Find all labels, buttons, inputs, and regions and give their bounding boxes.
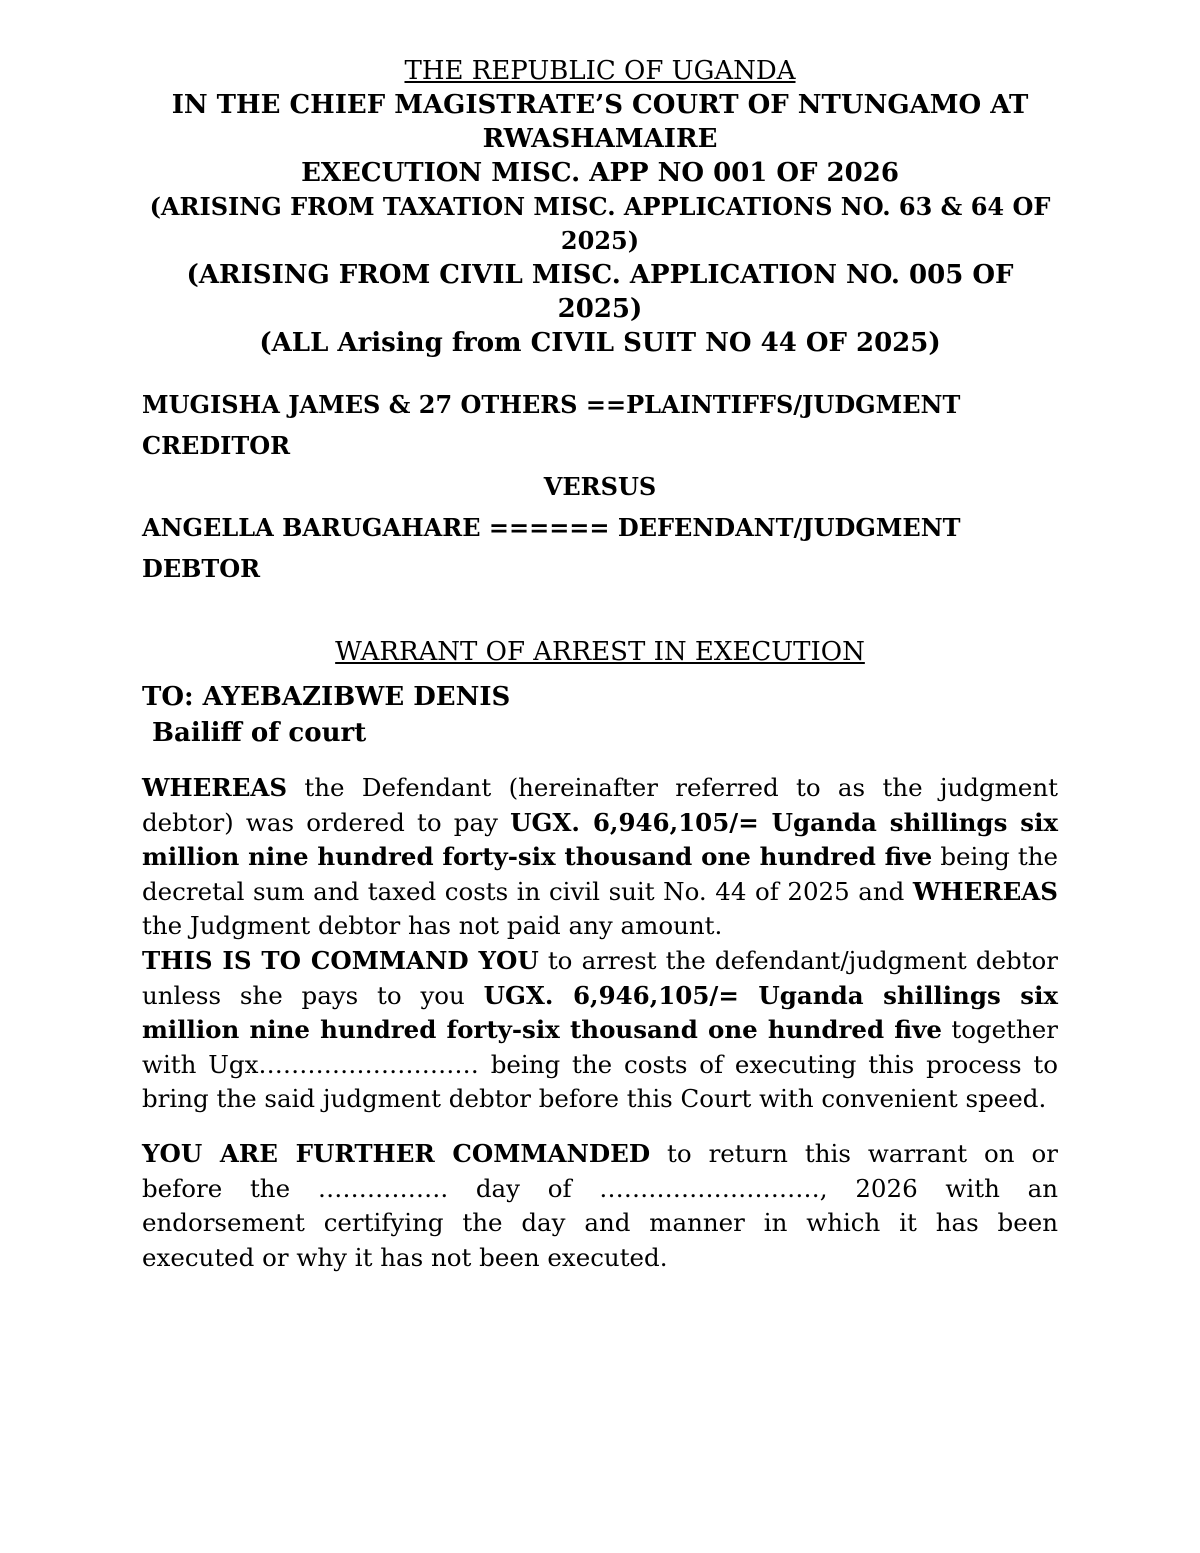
addressee-name: TO: AYEBAZIBWE DENIS: [142, 682, 511, 712]
plaintiff-party: MUGISHA JAMES & 27 OTHERS ==PLAINTIFFS/JUDGMENT CREDITOR: [142, 390, 961, 460]
amount-bold: UGX. 6,946,105/= Uganda shillings six million nine hundred forty-six thousand one hundred five: [142, 807, 1058, 872]
whereas-paragraph: [142, 771, 1058, 944]
warrant-title: WARRANT OF ARREST IN EXECUTION: [335, 637, 865, 667]
command-keyword: THIS IS TO COMMAND YOU: [142, 945, 539, 975]
court-heading: IN THE CHIEF MAGISTRATE’S COURT OF NTUNGAMO AT RWASHAMAIRE: [171, 90, 1029, 154]
whereas-keyword-2: WHEREAS: [912, 876, 1058, 906]
command-amount-bold: UGX. 6,946,105/= Uganda shillings six million nine hundred forty-six thousand one hundred five: [142, 980, 1059, 1045]
command-paragraph: [142, 944, 1058, 1117]
command-text: to arrest the defendant/judgment debtor unless she pays to you: [142, 945, 1059, 1010]
versus-label: VERSUS: [543, 472, 657, 501]
arising-from-civil-misc: (ARISING FROM CIVIL MISC. APPLICATION NO. 005 OF 2025): [186, 260, 1014, 324]
further-command-keyword: YOU ARE FURTHER COMMANDED: [142, 1138, 651, 1168]
document-page: [142, 54, 1058, 1275]
addressee-block: [142, 679, 1058, 751]
further-command-paragraph: [142, 1137, 1058, 1275]
whereas-text: the Defendant (hereinafter referred to as the judgment debtor) was ordered to pay: [142, 773, 1058, 837]
arising-from-civil-suit: (ALL Arising from CIVIL SUIT NO 44 OF 2025): [259, 328, 941, 358]
defendant-party: ANGELLA BARUGAHARE ====== DEFENDANT/JUDGMENT DEBTOR: [142, 513, 961, 583]
addressee-role: Bailiff of court: [152, 718, 367, 748]
costs-text: together with Ugx……………………… being the costs of executing this process to bring the said judgment debtor before this Court with convenient speed.: [142, 1015, 1059, 1114]
case-number: EXECUTION MISC. APP NO 001 OF 2026: [301, 158, 899, 188]
arising-from-taxation: (ARISING FROM TAXATION MISC. APPLICATIONS NO. 63 & 64 OF 2025): [149, 192, 1051, 255]
decretal-text: being the decretal sum and taxed costs in civil suit No. 44 of 2025 and: [142, 842, 1058, 906]
not-paid-text: the Judgment debtor has not paid any amount.: [142, 911, 723, 941]
return-text: to return this warrant on or before the ……………. day of ………………………, 2026 with an endorsement certifying the day and manner in which it has been executed or why it has not been executed.: [142, 1138, 1058, 1272]
republic-heading: THE REPUBLIC OF UGANDA: [404, 56, 796, 86]
whereas-keyword: WHEREAS: [142, 773, 288, 802]
